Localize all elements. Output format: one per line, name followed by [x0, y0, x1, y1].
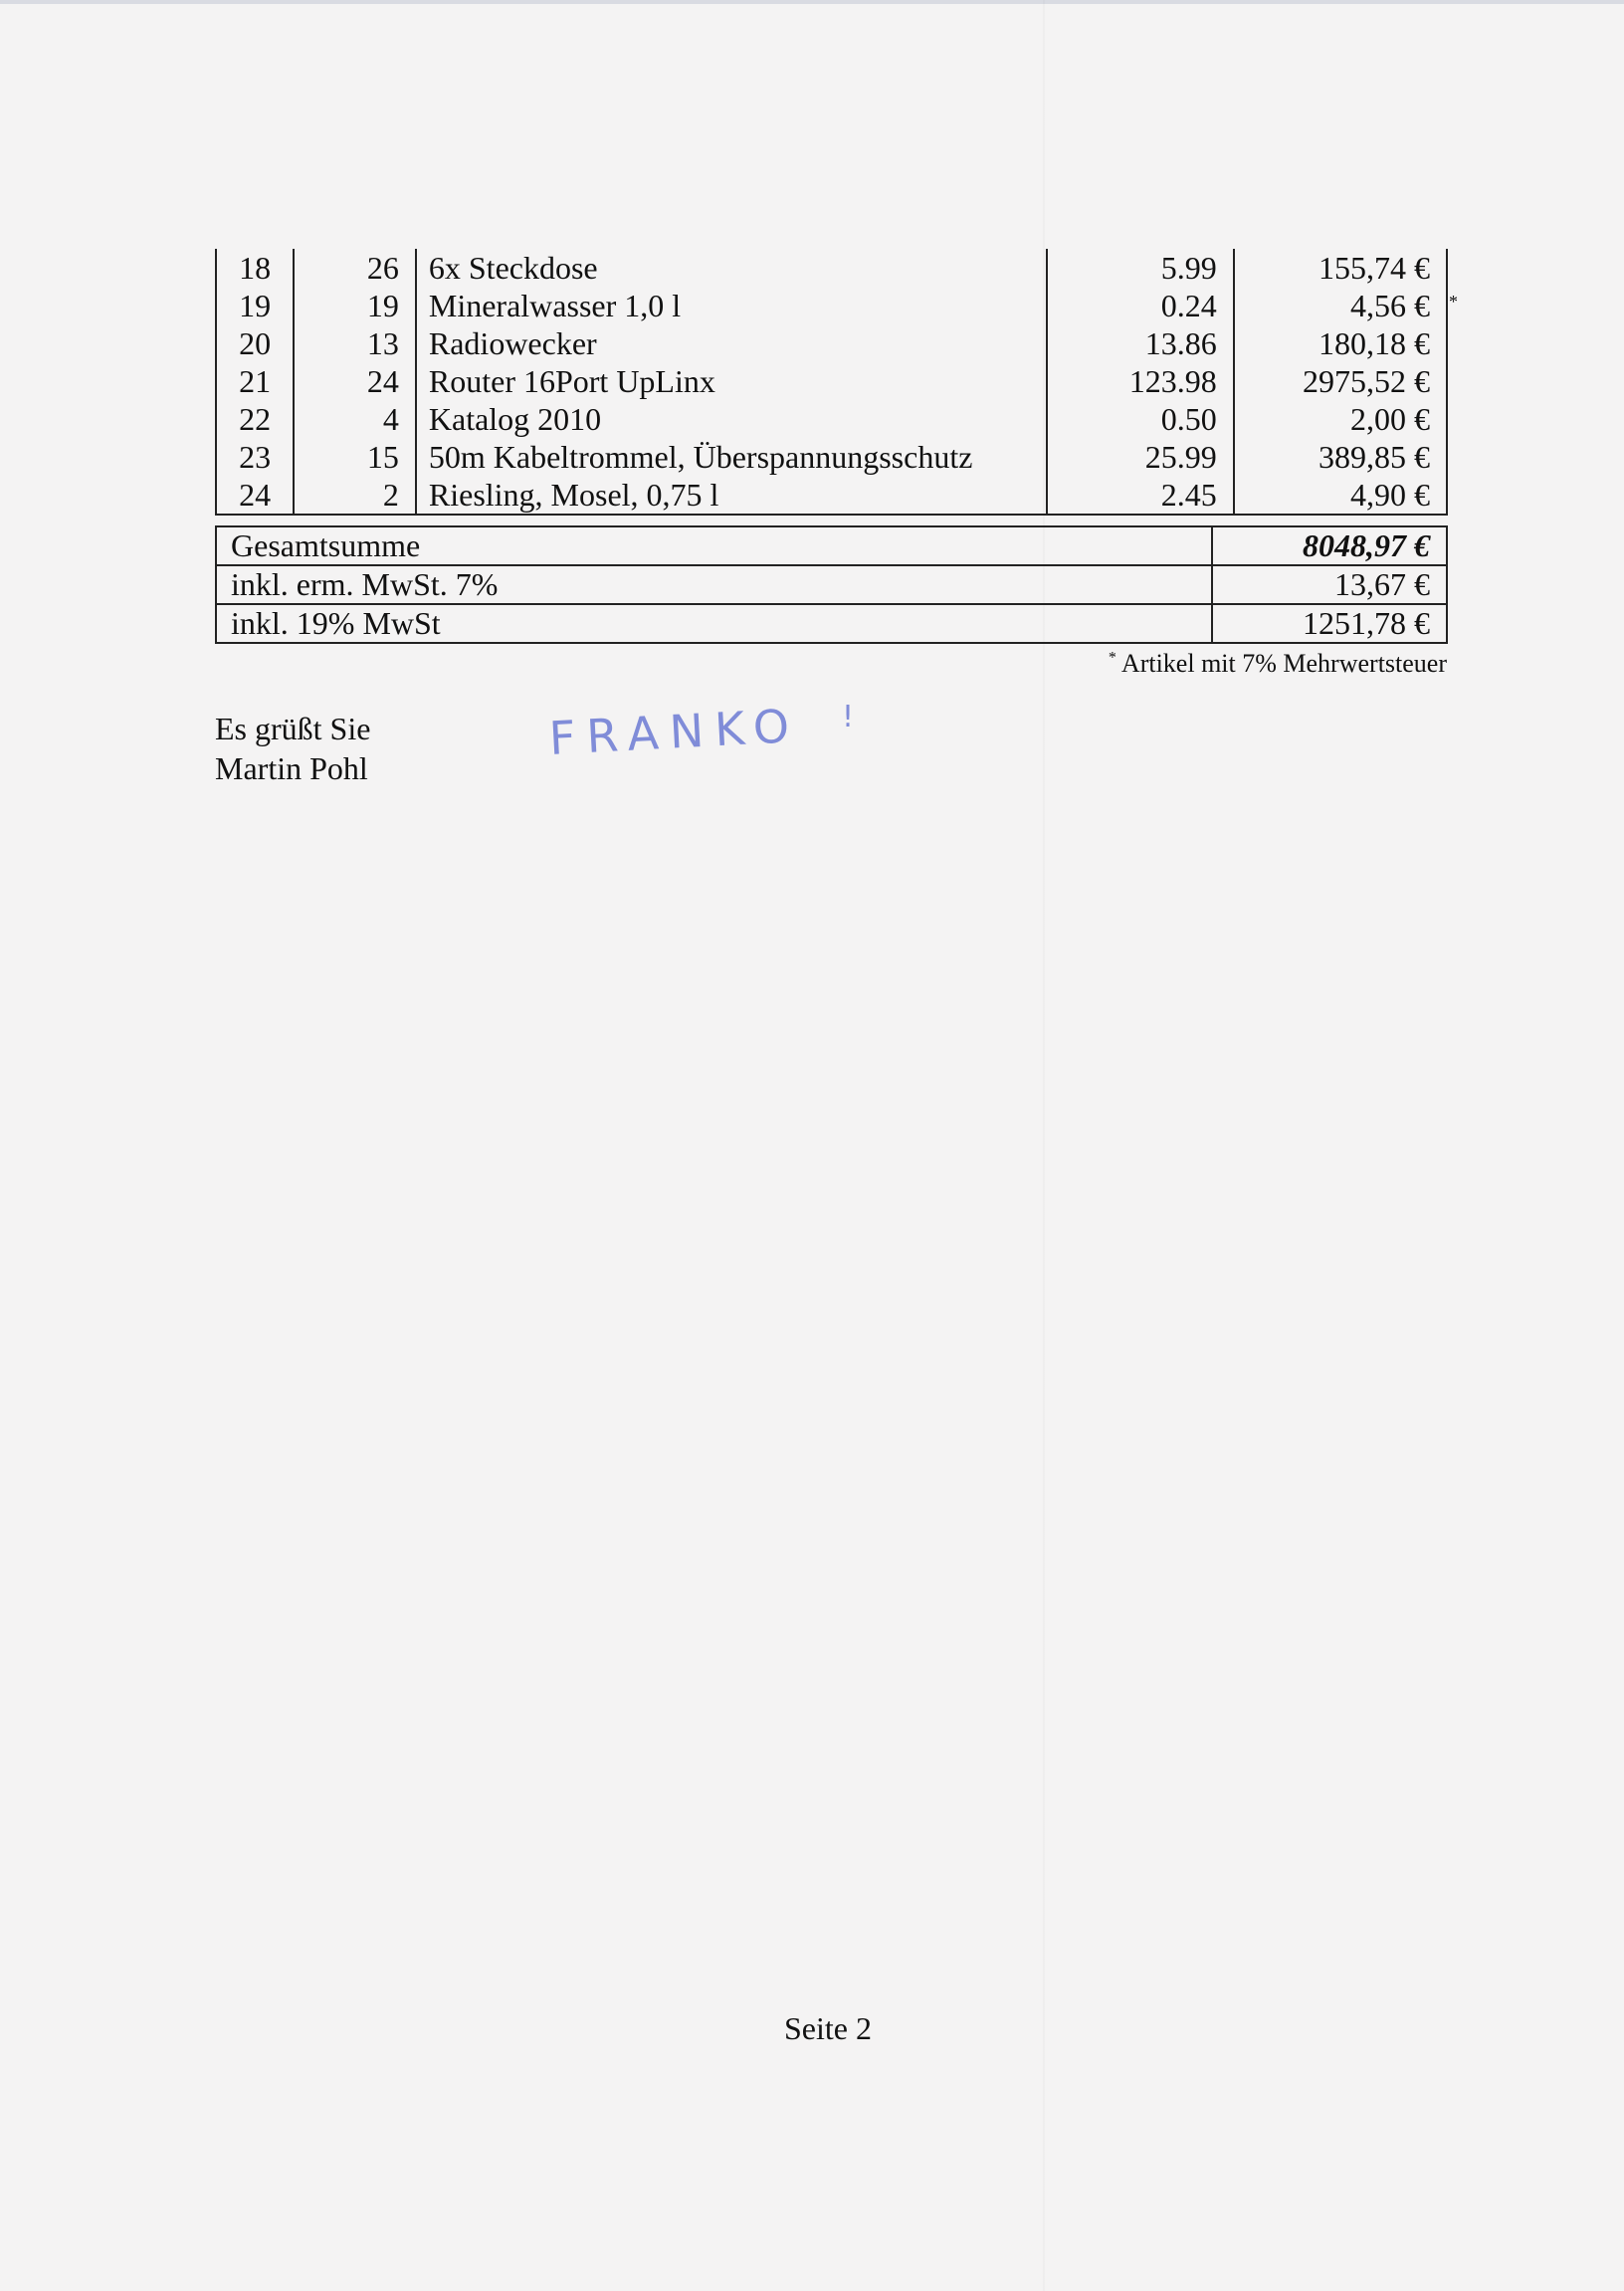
item-total: [1234, 249, 1447, 287]
item-total: [1234, 476, 1447, 515]
stamp-text: FRANKO: [547, 698, 802, 765]
table-row: [216, 438, 1447, 476]
invoice-summary-table: [215, 525, 1448, 644]
item-quantity: 13: [294, 324, 416, 362]
item-total: [1234, 438, 1447, 476]
item-description: 50m Kabeltrommel, Überspannungsschutz: [416, 438, 1047, 476]
item-unit-price: 13.86: [1047, 324, 1233, 362]
item-quantity: 2: [294, 476, 416, 515]
item-description: Katalog 2010: [416, 400, 1047, 438]
grand-total-row: [216, 526, 1447, 565]
table-row: [216, 249, 1447, 287]
item-quantity: 19: [294, 287, 416, 324]
page-number: Seite 2: [784, 2010, 872, 2046]
item-description: 6x Steckdose: [416, 249, 1047, 287]
reduced-vat-value: 13,67 €: [1212, 565, 1447, 604]
item-position: 22: [216, 400, 294, 438]
item-total-value: 389,85 €: [1319, 439, 1430, 475]
item-quantity: 26: [294, 249, 416, 287]
reduced-vat-label: inkl. erm. MwSt. 7%: [216, 565, 1212, 604]
item-position: 20: [216, 324, 294, 362]
footnote-text: Artikel mit 7% Mehrwertsteuer: [1120, 649, 1447, 678]
table-row: [216, 476, 1447, 515]
item-position: 21: [216, 362, 294, 400]
table-row: [216, 362, 1447, 400]
item-position: 23: [216, 438, 294, 476]
item-total-value: 4,90 €: [1350, 477, 1430, 513]
item-total: [1234, 400, 1447, 438]
grand-total-label: Gesamtsumme: [216, 526, 1212, 565]
stamp-exclamation: !: [842, 700, 855, 734]
item-total: [1234, 287, 1458, 324]
item-total-value: 4,56 €: [1350, 288, 1430, 323]
item-unit-price: 0.50: [1047, 400, 1233, 438]
invoice-items-table: [215, 249, 1458, 516]
item-position: 19: [216, 287, 294, 324]
standard-vat-label: inkl. 19% MwSt: [216, 604, 1212, 643]
item-description: Router 16Port UpLinx: [416, 362, 1047, 400]
item-description: Mineralwasser 1,0 l: [416, 287, 1047, 324]
item-description: Riesling, Mosel, 0,75 l: [416, 476, 1047, 515]
item-total-value: 180,18 €: [1319, 325, 1430, 361]
reduced-vat-row: [216, 565, 1447, 604]
item-description: Radiowecker: [416, 324, 1047, 362]
item-total: [1234, 324, 1447, 362]
item-unit-price: 0.24: [1047, 287, 1233, 324]
vat-footnote: [1109, 649, 1447, 679]
item-quantity: 4: [294, 400, 416, 438]
item-unit-price: 2.45: [1047, 476, 1233, 515]
table-row: [216, 324, 1447, 362]
item-total-value: 155,74 €: [1319, 250, 1430, 286]
item-quantity: 24: [294, 362, 416, 400]
table-row: [216, 400, 1447, 438]
item-quantity: 15: [294, 438, 416, 476]
item-total-value: 2975,52 €: [1303, 363, 1430, 399]
item-unit-price: 25.99: [1047, 438, 1233, 476]
item-position: 24: [216, 476, 294, 515]
item-position: 18: [216, 249, 294, 287]
footnote-marker: *: [1108, 649, 1116, 667]
vat-footnote-marker: *: [1449, 292, 1458, 312]
standard-vat-row: [216, 604, 1447, 643]
item-total-value: 2,00 €: [1350, 401, 1430, 437]
item-total: [1234, 362, 1447, 400]
scan-top-edge: [0, 0, 1624, 4]
closing-block: [215, 709, 370, 788]
grand-total-value: 8048,97 €: [1212, 526, 1447, 565]
franko-stamp: [543, 697, 862, 766]
closing-greeting: Es grüßt Sie: [215, 711, 371, 746]
item-unit-price: 123.98: [1047, 362, 1233, 400]
sender-name: Martin Pohl: [215, 750, 368, 786]
standard-vat-value: 1251,78 €: [1212, 604, 1447, 643]
item-unit-price: 5.99: [1047, 249, 1233, 287]
table-row: [216, 287, 1447, 324]
